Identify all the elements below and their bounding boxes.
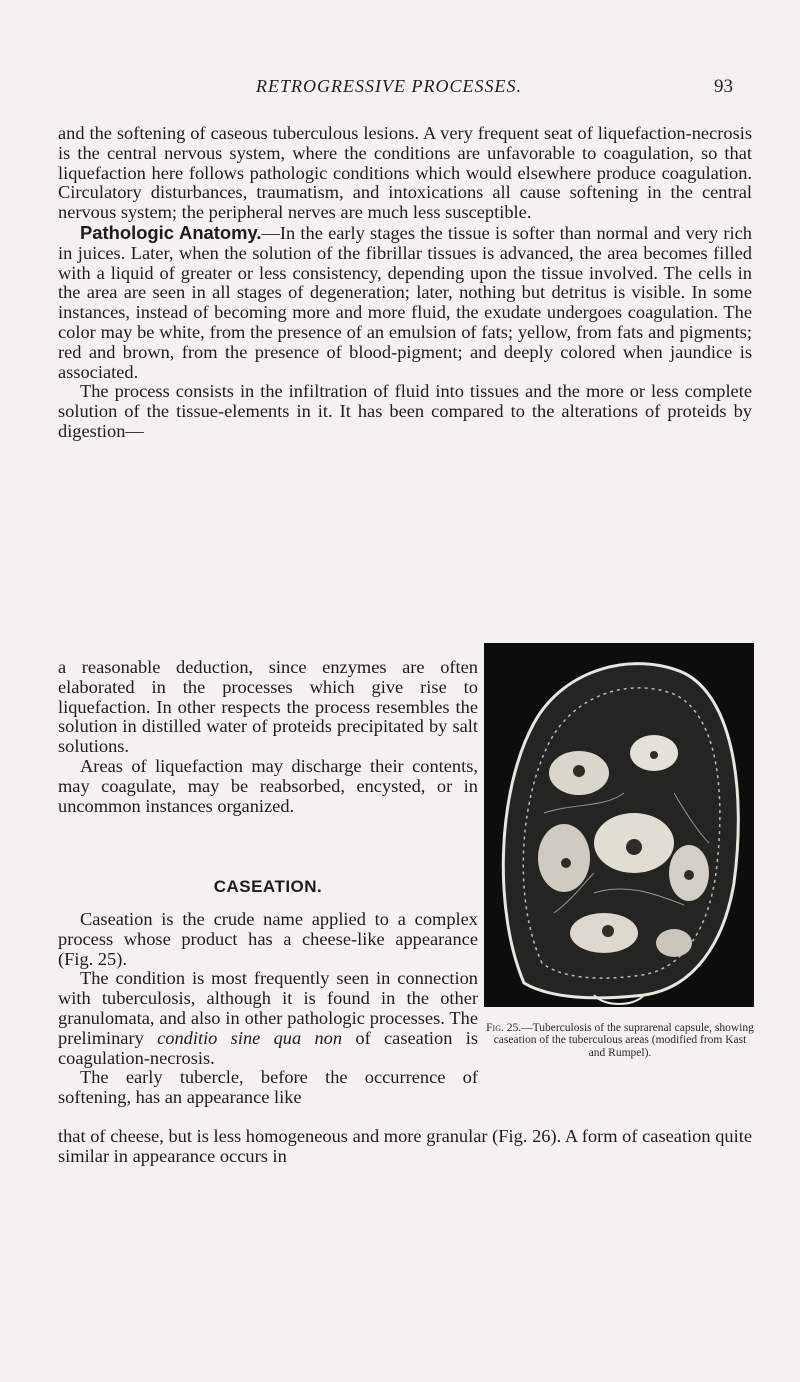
narrow-text-block-1: [58, 658, 478, 816]
paragraph-6: The condition is most frequently seen in connection with tuberculosis, although it is found in the other granulomata, and also in other pathologic processes. The preliminary conditio sine qua non of caseation is coagulation-necrosis.: [58, 968, 478, 1068]
figure-label: Fig. 25.: [486, 1022, 522, 1034]
paragraph-7-narrow: The early tubercle, before the occurrence of softening, has an appearance like: [58, 1067, 478, 1108]
figure-caption: [486, 1022, 754, 1059]
paragraph-2-text: —In the early stages the tissue is softer than normal and very rich in juices. Later, when the solution of the fibrillar tissues is advanced, the area becomes filled with a liquid of greater or less consistency, depending upon the tissue involved. The cells in the area are seen in all stages of degeneration; later, nothing but detritus is visible. In some instances, instead of becoming more and more fluid, the exudate undergoes coagulation. The color may be white, from the presence of an emulsion of fats; yellow, from fats and pigments; red and brown, from the presence of blood-pigment; and deeply colored when jaundice is associated.: [58, 222, 753, 382]
figure-25-illustration: [484, 643, 754, 1007]
section-heading-caseation: CASEATION.: [213, 877, 323, 896]
page-number: 93: [714, 76, 733, 97]
running-head: RETROGRESSIVE PROCESSES.: [256, 76, 522, 96]
paragraph-3-full: The process consists in the infiltration of fluid into tissues and the more or less complete solution of the tissue-elements in it. It has been compared to the alterations of proteids by digestion—: [58, 381, 752, 441]
top-text-block: [58, 124, 752, 442]
paragraph-1: and the softening of caseous tuberculous lesions. A very frequent seat of liquefaction-necrosis is the central nervous system, where the conditions are unfavorable to coagulation, so that liquefaction here follows pathologic conditions which would elsewhere produce coagulation. Circulatory disturbances, traumatism, and intoxications all cause softening in the central nervous system; the peripheral nerves are much less susceptible.: [58, 123, 752, 223]
paragraph-pathologic-anatomy: [58, 223, 752, 382]
paragraph-4: Areas of liquefaction may discharge their contents, may coagulate, may be reabsorbed, encysted, or in uncommon instances organized.: [58, 755, 478, 816]
paragraph-7-full: that of cheese, but is less homogeneous and more granular (Fig. 26). A form of caseation quite similar in appearance occurs in: [58, 1126, 752, 1166]
bottom-text-block: [58, 1127, 752, 1167]
figure-caption-text: —Tuberculosis of the suprarenal capsule, showing caseation of the tuberculous areas (modified from Kast and Rumpel).: [493, 1022, 754, 1059]
paragraph-3-narrow: a reasonable deduction, since enzymes are often elaborated in the processes which give rise to liquefaction. In other respects the process resembles the solution in distilled water of proteids precipitated by salt solutions.: [58, 657, 478, 757]
suprarenal-capsule-drawing: [484, 643, 754, 1007]
narrow-text-block-2: [58, 910, 478, 1108]
run-in-heading: Pathologic Anatomy.: [80, 221, 262, 243]
latin-phrase: conditio sine qua non: [157, 1027, 343, 1048]
paragraph-5: Caseation is the crude name applied to a complex process whose product has a cheese-like appearance (Fig. 25).: [58, 909, 478, 969]
